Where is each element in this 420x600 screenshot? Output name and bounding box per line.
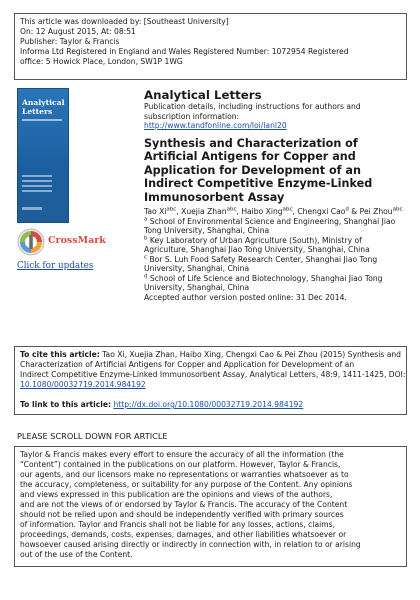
affiliation-b-cont: Agriculture, Shanghai Jiao Tong University, Shanghai, China: [144, 245, 370, 255]
disclaimer-line: should not be relied upon and should be independently verified with primary sources: [20, 510, 344, 519]
author-list: Tao $Xi^{abc}$, Xuejia Zhan$^{abc}$, Haibo Xing$^{abc}$, Chengxi Cao$^d$ & Pei Zhou$^{abc}$: [144, 206, 403, 217]
article-title: [144, 137, 414, 205]
disclaimer-line: and are not the views of or endorsed by Taylor & Francis. The accuracy of the Content: [20, 500, 348, 509]
affiliation-c: $^c$ Bor S. Luh Food Safety Research Center, Shanghai Jiao Tong: [144, 254, 378, 264]
citation-box: [14, 346, 407, 415]
cite-text: Indirect Competitive Enzyme-Linked Immunosorbent Assay, Analytical Letters, 48:9, 1411-1425, DOI:: [20, 370, 406, 379]
crossmark-label: CrossMark: [48, 235, 106, 246]
crossmark-icon: [17, 228, 45, 256]
download-line: Publisher: Taylor & Francis: [20, 37, 120, 46]
author-name: Tao Xi: [144, 207, 167, 217]
author-name: Haibo Xing: [241, 207, 283, 217]
disclaimer-line: howsoever caused arising directly or indirectly in connection with, in relation to or arising: [20, 540, 361, 549]
author-affiliation-mark: d: [345, 206, 349, 213]
author-affiliation-mark: abc: [226, 206, 237, 213]
article-doi-url-link[interactable]: http://dx.doi.org/10.1080/00032719.2014.984192: [113, 400, 304, 409]
affiliation-d-cont: University, Shanghai, China: [144, 283, 250, 293]
publication-details: Publication details, including instructions for authors and: [144, 102, 361, 111]
article-title-line: Synthesis and Characterization of: [144, 136, 358, 150]
download-line: This article was downloaded by: [Southeast University]: [20, 17, 229, 26]
affiliation-a: $^a$ School of Environmental Science and Engineering, Shanghai Jiao: [144, 216, 396, 226]
download-line: On: 12 August 2015, At: 08:51: [20, 27, 136, 36]
disclaimer-line: out of the use of the Content.: [20, 550, 133, 559]
author-name: Pei Zhou: [359, 207, 393, 217]
click-for-updates-link[interactable]: Click for updates: [17, 261, 94, 271]
cite-label: To cite this article:: [20, 350, 100, 359]
disclaimer-line: of information. Taylor and Francis shall not be liable for any losses, actions, claims,: [20, 520, 335, 529]
author-name: Xuejia Zhan: [181, 207, 227, 217]
scroll-down-notice: PLEASE SCROLL DOWN FOR ARTICLE: [17, 431, 168, 441]
cover-decoration: [22, 207, 42, 210]
article-title-line: Indirect Competitive Enzyme-Linked: [144, 177, 373, 191]
journal-name: Analytical Letters: [144, 88, 262, 102]
cover-decoration: [22, 119, 62, 121]
download-info-box: [14, 13, 407, 80]
disclaimer-line: our agents, and our licensors make no representations or warranties whatsoever as to: [20, 470, 349, 479]
link-label: To link to this article:: [20, 400, 112, 409]
article-header: [144, 88, 414, 302]
affiliation-c-cont: University, Shanghai, China: [144, 264, 250, 274]
author-affiliation-mark: abc: [166, 206, 177, 213]
affiliation-a-cont: Tong University, Shanghai, China: [144, 226, 270, 236]
journal-cover-image[interactable]: [17, 88, 69, 223]
accepted-date: Accepted author version posted online: 31 Dec 2014.: [144, 292, 347, 302]
cover-title: Analytical Letters: [22, 98, 65, 116]
article-title-line: Application for Development of an: [144, 163, 361, 177]
cite-text: Tao Xi, Xuejia Zhan, Haibo Xing, Chengxi Cao & Pei Zhou (2015) Synthesis and: [99, 350, 401, 359]
crossmark-badge[interactable]: [17, 228, 107, 258]
disclaimer-line: “Content”) contained in the publications on our platform. However, Taylor & Francis,: [20, 460, 341, 469]
journal-url-link[interactable]: http://www.tandfonline.com/loi/lanl20: [144, 121, 287, 130]
download-line: Informa Ltd Registered in England and Wales Registered Number: 1072954 Registered: [20, 47, 349, 56]
affiliation-d: $^d$ School of Life Science and Biotechnology, Shanghai Jiao Tong: [144, 273, 383, 283]
author-affiliation-mark: abc: [392, 206, 403, 213]
download-line: office: 5 Howick Place, London, SW1P 1WG: [20, 57, 183, 66]
cite-text: Characterization of Artificial Antigens for Copper and Application for Development of an: [20, 360, 355, 369]
author-name: Chengxi Cao: [297, 207, 346, 217]
doi-link[interactable]: 10.1080/00032719.2014.984192: [20, 380, 146, 389]
disclaimer-line: the accuracy, completeness, or suitability for any purpose of the Content. Any opinions: [20, 480, 353, 489]
disclaimer-box: [14, 446, 407, 567]
disclaimer-line: and views expressed in this publication are the opinions and views of the authors,: [20, 490, 333, 499]
article-title-line: Immunosorbent Assay: [144, 190, 285, 204]
affiliation-b: $^b$ Key Laboratory of Urban Agriculture (South), Ministry of: [144, 235, 362, 245]
disclaimer-line: proceedings, demands, costs, expenses, damages, and other liabilities whatsoever or: [20, 530, 347, 539]
disclaimer-line: Taylor & Francis makes every effort to ensure the accuracy of all the information (the: [20, 450, 344, 459]
publication-details: subscription information:: [144, 111, 240, 121]
author-affiliation-mark: abc: [282, 206, 293, 213]
article-title-line: Artificial Antigens for Copper and: [144, 150, 356, 164]
cover-decoration: [22, 175, 52, 195]
